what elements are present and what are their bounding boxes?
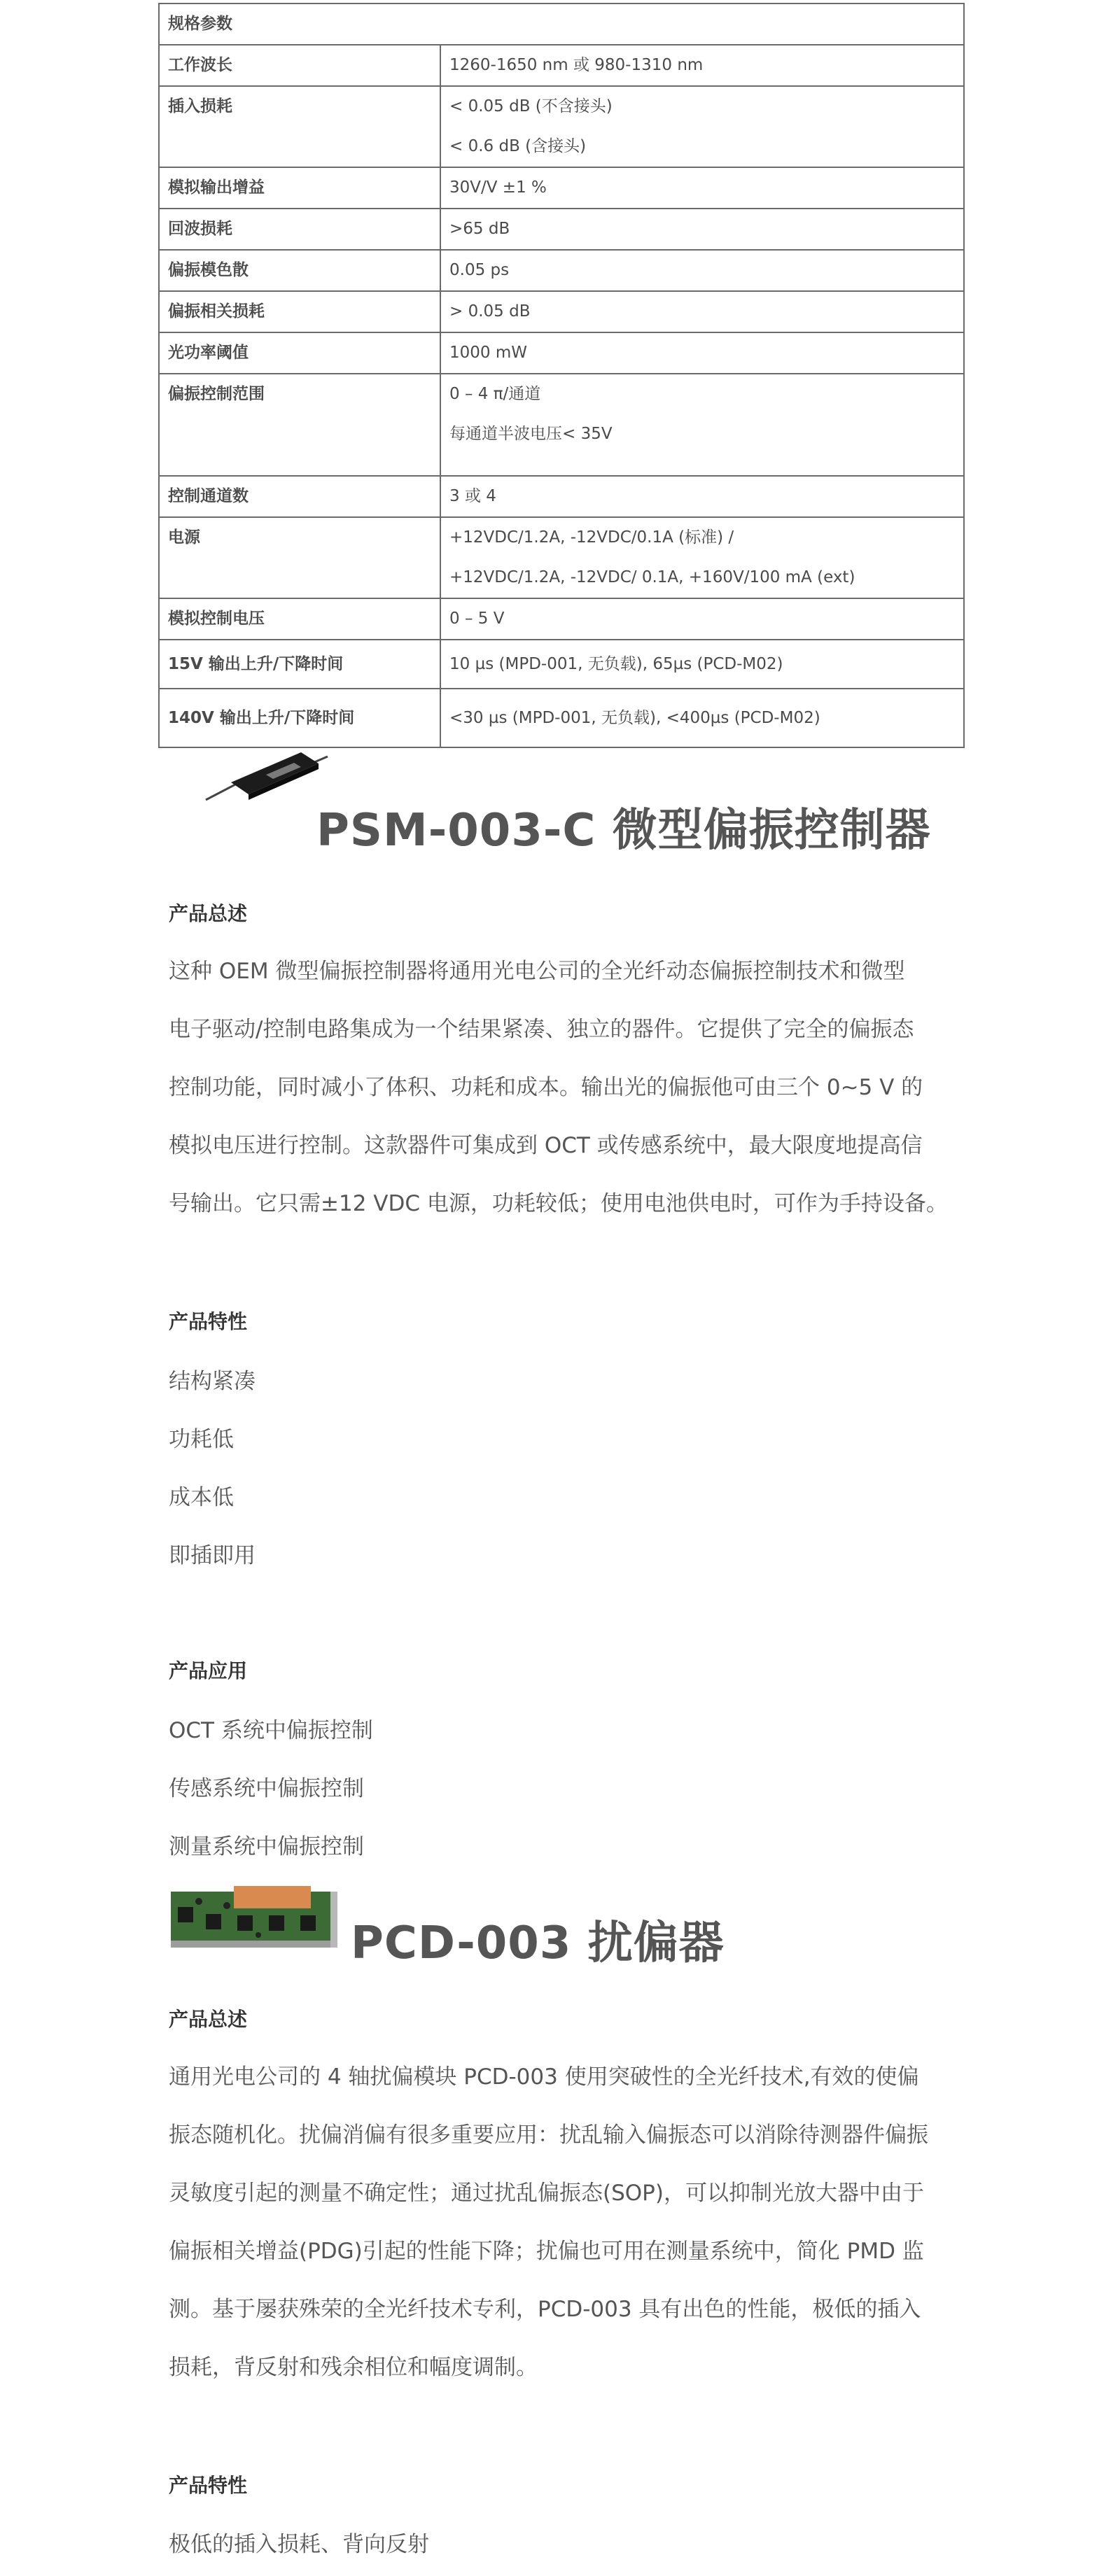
application-item: 传感系统中偏振控制 <box>169 1776 364 1801</box>
product1-heading <box>0 738 1111 857</box>
spec-value-line: <30 µs (MPD-001, 无负载), <400µs (PCD-M02) <box>449 708 820 727</box>
spec-value-line: 1000 mW <box>449 344 527 362</box>
spec-key-label: 15V 输出上升/下降时间 <box>168 654 344 673</box>
spec-row <box>159 374 964 476</box>
spec-row <box>159 86 964 167</box>
spec-key <box>159 250 440 291</box>
spec-row <box>159 250 964 291</box>
product1-overview-title: 产品总述 <box>169 902 248 925</box>
spec-key <box>159 209 440 250</box>
spec-value <box>440 374 964 476</box>
spec-value <box>440 250 964 291</box>
spec-key <box>159 517 440 598</box>
overview-line: 控制功能，同时减小了体积、功耗和成本。输出光的偏振他可由三个 0~5 V 的 <box>169 1075 923 1100</box>
overview-line: 损耗，背反射和残余相位和幅度调制。 <box>169 2355 538 2380</box>
spec-value <box>440 332 964 374</box>
spec-value-line: < 0.05 dB (不含接头) <box>449 97 613 115</box>
spec-value <box>440 598 964 640</box>
overview-line: 偏振相关增益(PDG)引起的性能下降；扰偏也可用在测量系统中，简化 PMD 监 <box>169 2239 924 2264</box>
spec-value-line: 0 – 4 π/通道 <box>449 385 541 403</box>
application-item: 测量系统中偏振控制 <box>169 1834 364 1859</box>
spec-row <box>159 640 964 689</box>
spec-value <box>440 517 964 598</box>
application-item: OCT 系统中偏振控制 <box>169 1718 373 1743</box>
spec-value-line: 0.05 ps <box>449 261 510 279</box>
spec-value-line: 1260-1650 nm 或 980-1310 nm <box>449 56 704 74</box>
product2-title: PCD-003 扰偏器 <box>351 1917 725 1969</box>
overview-line: 模拟电压进行控制。这款器件可集成到 OCT 或传感系统中，最大限度地提高信 <box>169 1133 923 1158</box>
spec-value-line: > 0.05 dB <box>449 302 531 321</box>
product1-features-title: 产品特性 <box>169 1310 248 1333</box>
spec-row <box>159 476 964 517</box>
product2-features-title: 产品特性 <box>169 2474 248 2497</box>
spec-key-label: 控制通道数 <box>168 487 249 505</box>
spec-value-line: 10 µs (MPD-001, 无负载), 65µs (PCD-M02) <box>449 654 783 673</box>
spec-value <box>440 45 964 86</box>
overview-line: 测。基于屡获殊荣的全光纤技术专利，PCD-003 具有出色的性能，极低的插入 <box>169 2297 921 2322</box>
spec-key-label: 偏振模色散 <box>168 261 249 279</box>
spec-value-line: < 0.6 dB (含接头) <box>449 137 587 155</box>
spec-value-line: >65 dB <box>449 220 510 238</box>
spec-row <box>159 291 964 332</box>
spec-value <box>440 86 964 167</box>
spec-row <box>159 167 964 209</box>
spec-value <box>440 476 964 517</box>
spec-key-label: 140V 输出上升/下降时间 <box>168 708 355 727</box>
scrambler-board-image <box>171 1886 339 1952</box>
overview-line: 振态随机化。扰偏消偏有很多重要应用：扰乱输入偏振态可以消除待测器件偏振 <box>169 2123 928 2148</box>
spec-value-line: 30V/V ±1 % <box>449 178 547 197</box>
spec-key-label: 偏振控制范围 <box>168 385 265 403</box>
product1-apps-title: 产品应用 <box>169 1659 248 1682</box>
overview-line: 电子驱动/控制电路集成为一个结果紧凑、独立的器件。它提供了完全的偏振态 <box>169 1017 914 1042</box>
spec-value <box>440 291 964 332</box>
spec-key-label: 电源 <box>168 528 200 547</box>
spec-key-label: 插入损耗 <box>168 97 232 115</box>
product2-overview-title: 产品总述 <box>169 2008 248 2031</box>
feature-item: 即插即用 <box>169 1543 256 1568</box>
spec-key <box>159 291 440 332</box>
spec-value <box>440 167 964 209</box>
overview-line: 这种 OEM 微型偏振控制器将通用光电公司的全光纤动态偏振控制技术和微型 <box>169 959 905 984</box>
spec-value-line: +12VDC/1.2A, -12VDC/0.1A (标准) / <box>449 528 734 547</box>
feature-item: 极低的插入损耗、背向反射 <box>169 2532 429 2557</box>
product1-overview <box>169 943 953 1233</box>
spec-row <box>159 332 964 374</box>
overview-line: 通用光电公司的 4 轴扰偏模块 PCD-003 使用突破性的全光纤技术,有效的使偏 <box>169 2064 919 2090</box>
spec-row <box>159 517 964 598</box>
spec-row <box>159 209 964 250</box>
spec-key <box>159 86 440 167</box>
spec-key <box>159 3 964 45</box>
feature-item: 结构紧凑 <box>169 1369 256 1394</box>
product2-overview <box>169 2048 953 2397</box>
spec-key <box>159 167 440 209</box>
overview-line: 号输出。它只需±12 VDC 电源，功耗较低；使用电池供电时，可作为手持设备。 <box>169 1191 948 1216</box>
polarization-controller-image <box>203 744 329 803</box>
spec-row <box>159 598 964 640</box>
spec-key <box>159 640 440 689</box>
product1-title: PSM-003-C 微型偏振控制器 <box>316 805 931 857</box>
spec-value-line: 0 – 5 V <box>449 610 505 628</box>
spec-key-label: 模拟控制电压 <box>168 610 265 628</box>
spec-key-label: 偏振相关损耗 <box>168 302 265 321</box>
spec-key-label: 光功率阈值 <box>168 344 249 362</box>
spec-key <box>159 45 440 86</box>
spec-key-label: 模拟输出增益 <box>168 178 265 197</box>
spec-row <box>159 45 964 86</box>
spec-value-line: 3 或 4 <box>449 487 496 505</box>
spec-key <box>159 476 440 517</box>
spec-key <box>159 332 440 374</box>
overview-line: 灵敏度引起的测量不确定性；通过扰乱偏振态(SOP)，可以抑制光放大器中由于 <box>169 2181 924 2206</box>
spec-key-label: 工作波长 <box>168 56 232 74</box>
spec-key <box>159 598 440 640</box>
spec-table <box>158 3 965 748</box>
spec-key-label: 规格参数 <box>168 15 232 33</box>
spec-row <box>159 3 964 45</box>
spec-value <box>440 209 964 250</box>
product2-heading <box>0 1875 1111 1987</box>
feature-item: 功耗低 <box>169 1427 234 1452</box>
spec-value-line: 每通道半波电压< 35V <box>449 425 613 443</box>
spec-value <box>440 640 964 689</box>
spec-key <box>159 374 440 476</box>
feature-item: 成本低 <box>169 1485 234 1510</box>
spec-value-line: +12VDC/1.2A, -12VDC/ 0.1A, +160V/100 mA (ext) <box>449 568 855 586</box>
spec-key-label: 回波损耗 <box>168 220 232 238</box>
